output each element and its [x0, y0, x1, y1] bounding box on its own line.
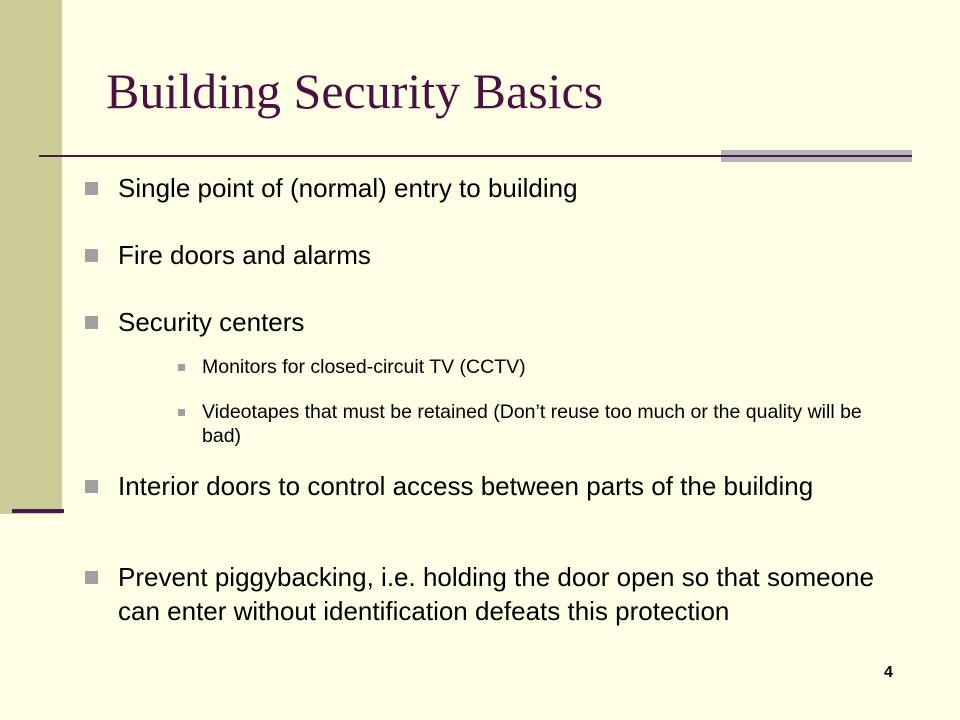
bullet-text: Single point of (normal) entry to building: [118, 173, 578, 203]
sub-bullet-item: [178, 400, 902, 448]
bullet-item: [85, 469, 888, 503]
bullet-item: [85, 238, 888, 272]
bullet-text: Prevent piggybacking, i.e. holding the door open so that someone can enter without identification defeats this protection: [118, 562, 874, 626]
square-bullet-icon: [178, 409, 185, 416]
square-bullet-icon: [85, 571, 98, 584]
square-bullet-icon: [85, 480, 98, 493]
left-decorative-band: [0, 0, 62, 514]
title-underline: [39, 155, 729, 157]
left-band-accent-line: [12, 509, 64, 513]
square-bullet-icon: [85, 316, 98, 329]
bullet-text: Security centers: [118, 307, 305, 337]
bullet-item: [85, 560, 888, 628]
sub-bullet-text: Monitors for closed-circuit TV (CCTV): [202, 356, 526, 378]
page-number: 4: [884, 664, 893, 681]
square-bullet-icon: [85, 249, 98, 262]
sub-bullet-item: [178, 355, 902, 379]
square-bullet-icon: [178, 364, 185, 371]
bullet-item: [85, 171, 888, 205]
title-accent-line: [721, 155, 912, 157]
slide-title: Building Security Basics: [106, 63, 604, 119]
square-bullet-icon: [85, 182, 98, 195]
bullet-item: [85, 305, 888, 339]
bullet-text: Fire doors and alarms: [118, 240, 371, 270]
sub-bullet-text: Videotapes that must be retained (Don’t reuse too much or the quality will be bad): [202, 401, 862, 447]
bullet-text: Interior doors to control access between parts of the building: [118, 471, 814, 501]
